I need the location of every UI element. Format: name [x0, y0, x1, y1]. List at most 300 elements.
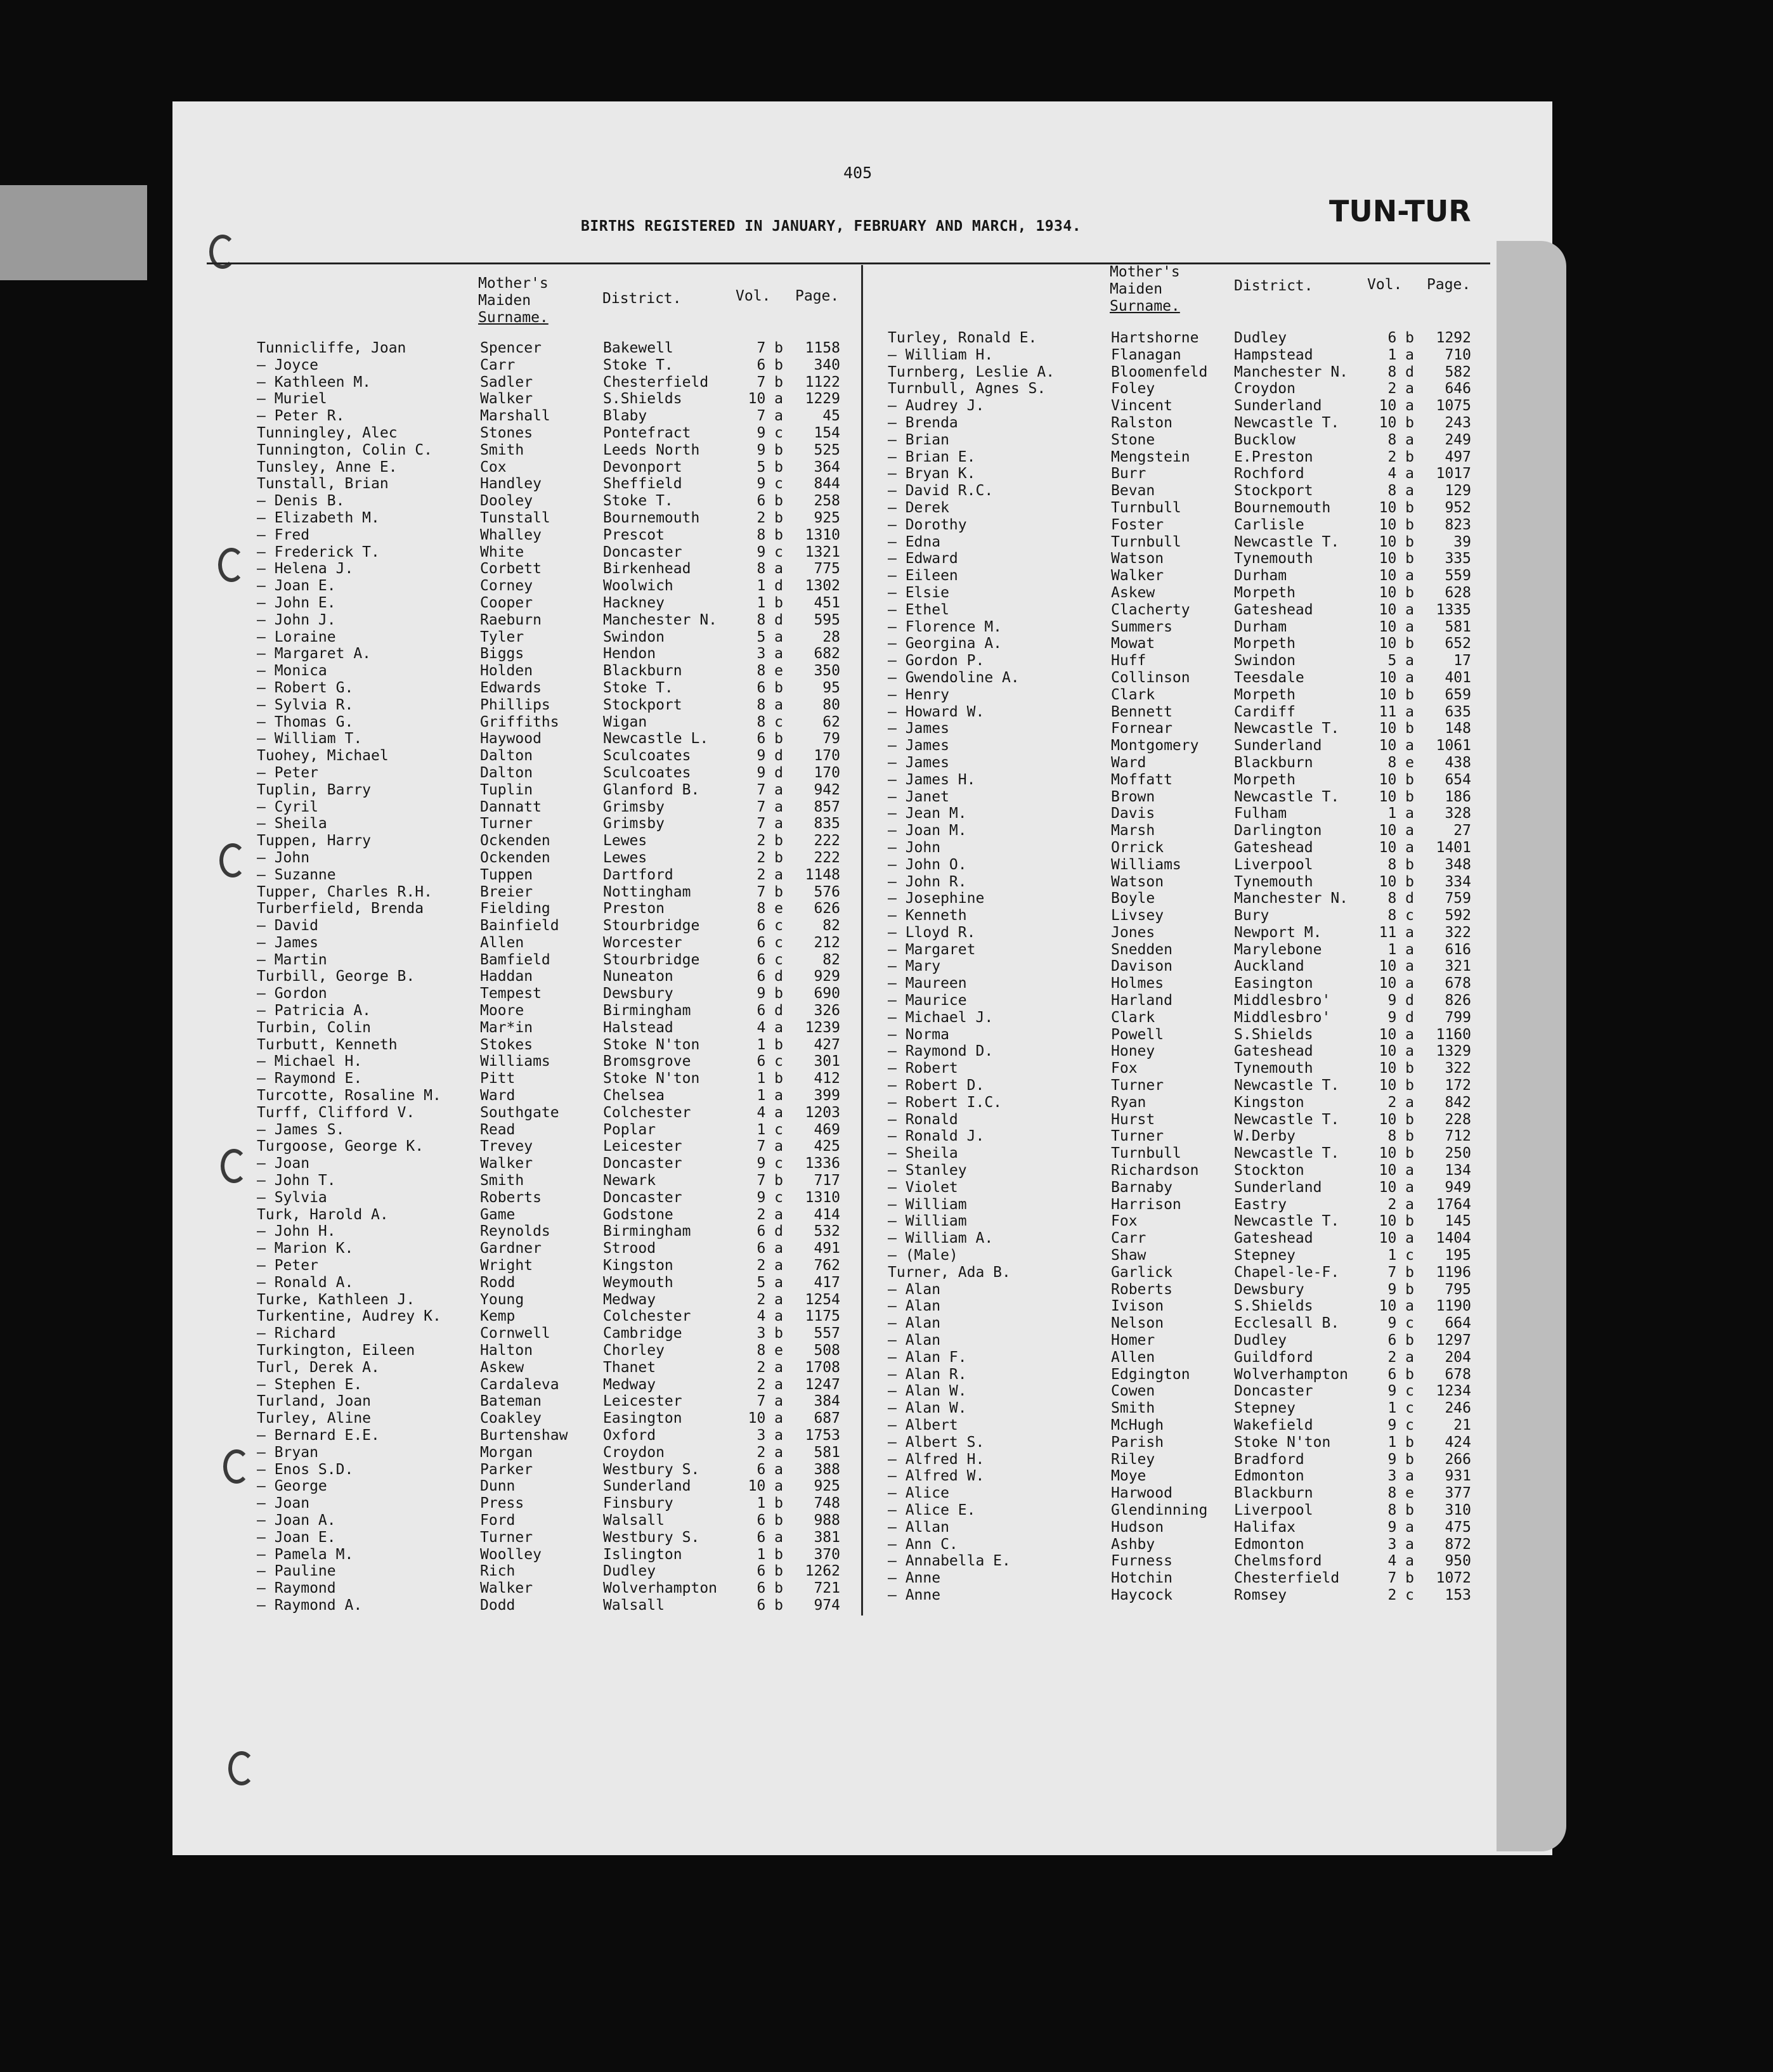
- mother-maiden-surname: Handley: [480, 476, 542, 493]
- volume: 6 d: [757, 968, 783, 985]
- page-ref: 576: [814, 883, 840, 900]
- mother-maiden-surname: White: [480, 543, 524, 560]
- volume: 4 a: [757, 1308, 783, 1325]
- mother-maiden-surname: Kemp: [480, 1308, 516, 1325]
- volume: 10 b: [1379, 686, 1414, 703]
- mother-maiden-surname: Clacherty: [1111, 601, 1190, 618]
- district: Stepney: [1234, 1400, 1296, 1417]
- page-ref: 872: [1445, 1536, 1471, 1553]
- page-ref: 153: [1445, 1586, 1471, 1603]
- mother-maiden-surname: Walker: [1111, 567, 1164, 585]
- mother-maiden-surname: Flanagan: [1111, 346, 1181, 363]
- volume: 8 e: [1387, 1485, 1414, 1502]
- mother-maiden-surname: Davison: [1111, 958, 1172, 975]
- child-name: — Joan A.: [257, 1512, 336, 1529]
- mother-maiden-surname: Wright: [480, 1257, 533, 1274]
- mother-maiden-surname: Griffiths: [480, 713, 559, 730]
- mother-maiden-surname: Bainfield: [480, 917, 559, 935]
- page-ref: 154: [814, 424, 840, 441]
- page-ref: 328: [1445, 805, 1471, 822]
- volume: 10 b: [1379, 584, 1414, 601]
- mother-maiden-surname: Smith: [1111, 1400, 1155, 1417]
- page-ref: 942: [814, 781, 840, 798]
- mother-maiden-surname: Breier: [480, 883, 533, 900]
- volume: 9 c: [757, 424, 783, 441]
- mother-maiden-surname: Dodd: [480, 1596, 516, 1614]
- column-divider: [861, 265, 863, 1616]
- district: Newcastle T.: [1234, 720, 1340, 737]
- child-name: — Elizabeth M.: [257, 509, 380, 526]
- page-ref: 249: [1445, 431, 1471, 448]
- page-ref: 1764: [1436, 1196, 1471, 1213]
- volume: 10 b: [1379, 1145, 1414, 1162]
- district: Doncaster: [1234, 1383, 1313, 1400]
- mother-maiden-surname: Roberts: [1111, 1281, 1172, 1298]
- mother-maiden-surname: Rich: [480, 1563, 516, 1580]
- volume: 9 b: [1387, 1451, 1414, 1468]
- child-name: — Brian E.: [888, 448, 976, 465]
- district: Chapel-le-F.: [1234, 1264, 1340, 1281]
- child-name: — Edna: [888, 533, 941, 550]
- volume: 7 b: [757, 340, 783, 356]
- volume: 1 a: [1387, 805, 1414, 822]
- page-ref: 925: [814, 1478, 840, 1495]
- child-name: — Albert: [888, 1417, 958, 1434]
- district: Morpeth: [1234, 771, 1296, 788]
- child-name: — Florence M.: [888, 618, 1003, 635]
- district: Eastry: [1234, 1196, 1287, 1213]
- volume: 10 a: [1379, 958, 1414, 975]
- mother-maiden-surname: Homer: [1111, 1332, 1155, 1349]
- child-name: — Joan E.: [257, 578, 336, 595]
- volume: 7 a: [757, 1393, 783, 1410]
- page-ref: 508: [814, 1342, 840, 1359]
- district: Stoke T.: [603, 493, 673, 510]
- child-name: Turk, Harold A.: [257, 1206, 389, 1223]
- child-name: — Loraine: [257, 628, 336, 645]
- district: Bury: [1234, 907, 1270, 924]
- mother-maiden-surname: Halton: [480, 1342, 533, 1359]
- district: Tynemouth: [1234, 873, 1313, 890]
- volume: 9 b: [757, 441, 783, 458]
- mother-maiden-surname: Raeburn: [480, 611, 542, 628]
- district: Godstone: [603, 1206, 673, 1223]
- page-ref: 1017: [1436, 465, 1471, 482]
- mother-maiden-surname: Tuplin: [480, 781, 533, 798]
- volume: 5 a: [757, 1274, 783, 1291]
- page-ref: 687: [814, 1410, 840, 1427]
- mother-maiden-surname: Ryan: [1111, 1094, 1146, 1111]
- child-name: — William T.: [257, 730, 363, 748]
- volume: 2 a: [1387, 380, 1414, 398]
- child-name: — Anne: [888, 1586, 941, 1603]
- mother-header-left: Mother's Maiden Surname.: [478, 275, 549, 326]
- district: Tynemouth: [1234, 1060, 1313, 1077]
- child-name: Turgoose, George K.: [257, 1138, 424, 1155]
- page-ref: 931: [1445, 1468, 1471, 1485]
- volume: 1 a: [1387, 941, 1414, 958]
- mother-maiden-surname: Smith: [480, 1172, 524, 1189]
- page-ref: 326: [814, 1002, 840, 1020]
- child-name: — Alan: [888, 1281, 941, 1298]
- district: Blackburn: [1234, 754, 1313, 771]
- mother-maiden-surname: Carr: [1111, 1230, 1146, 1247]
- page-ref: 148: [1445, 720, 1471, 737]
- child-name: Turley, Ronald E.: [888, 330, 1037, 346]
- volume: 5 a: [1387, 652, 1414, 670]
- mother-maiden-surname: Orrick: [1111, 839, 1164, 856]
- child-name: — William: [888, 1213, 967, 1230]
- volume: 8 e: [757, 900, 783, 917]
- mother-maiden-surname: Ward: [1111, 754, 1146, 771]
- volume: 10 a: [1379, 618, 1414, 635]
- page-ref: 748: [814, 1495, 840, 1512]
- page-ref: 228: [1445, 1111, 1471, 1128]
- volume: 10 a: [1379, 601, 1414, 618]
- district: Lewes: [603, 849, 647, 866]
- child-name: — Richard: [257, 1325, 336, 1342]
- district: Walsall: [603, 1512, 665, 1529]
- mother-maiden-surname: Haywood: [480, 730, 542, 748]
- page-ref: 1190: [1436, 1298, 1471, 1315]
- child-name: — Raymond E.: [257, 1070, 363, 1087]
- volume: 10 a: [748, 1410, 783, 1427]
- district: Dudley: [1234, 1332, 1287, 1349]
- child-name: — David R.C.: [888, 482, 994, 500]
- mother-maiden-surname: Tempest: [480, 985, 542, 1002]
- page-ref: 799: [1445, 1009, 1471, 1026]
- child-name: Turcotte, Rosaline M.: [257, 1087, 441, 1104]
- district: Edmonton: [1234, 1536, 1304, 1553]
- page-ref: 664: [1445, 1315, 1471, 1332]
- district: Stourbridge: [603, 917, 700, 935]
- mother-maiden-surname: Bamfield: [480, 951, 550, 968]
- mother-maiden-surname: Dalton: [480, 748, 533, 765]
- mother-maiden-surname: Summers: [1111, 618, 1172, 635]
- volume: 8 e: [757, 663, 783, 680]
- child-name: — Gordon: [257, 985, 327, 1002]
- district: Poplar: [603, 1121, 656, 1138]
- district: Sculcoates: [603, 764, 691, 781]
- page-ref: 1148: [805, 866, 840, 883]
- volume: 9 d: [1387, 992, 1414, 1009]
- page-ref: 717: [814, 1172, 840, 1189]
- district: Stoke T.: [603, 356, 673, 373]
- page-ref: 712: [1445, 1128, 1471, 1145]
- district: Cambridge: [603, 1325, 682, 1342]
- volume: 2 a: [757, 1376, 783, 1393]
- page-ref: 212: [814, 934, 840, 951]
- district: Auckland: [1234, 958, 1304, 975]
- page-header-left: Page.: [795, 288, 840, 304]
- volume: 6 b: [757, 730, 783, 748]
- district: Medway: [603, 1291, 656, 1308]
- mother-maiden-surname: Read: [480, 1121, 516, 1138]
- page-ref: 1234: [1436, 1383, 1471, 1400]
- page-ref: 1196: [1436, 1264, 1471, 1281]
- volume: 1 c: [1387, 1247, 1414, 1264]
- child-name: — Anne: [888, 1570, 941, 1587]
- mother-maiden-surname: Corbett: [480, 560, 542, 578]
- district: Manchester N.: [1234, 890, 1349, 907]
- page-ref: 321: [1445, 958, 1471, 975]
- page-ref: 952: [1445, 499, 1471, 516]
- page-ref: 1229: [805, 391, 840, 408]
- volume: 6 a: [757, 1240, 783, 1257]
- page-ref: 417: [814, 1274, 840, 1291]
- child-name: — Peter: [257, 1257, 318, 1274]
- district: Finsbury: [603, 1495, 673, 1512]
- mother-maiden-surname: Reynolds: [480, 1223, 550, 1240]
- child-name: — Thomas G.: [257, 713, 354, 730]
- child-name: — John: [888, 839, 941, 856]
- child-name: — John J.: [257, 611, 336, 628]
- district: Blackburn: [603, 663, 682, 680]
- mother-maiden-surname: Riley: [1111, 1451, 1155, 1468]
- volume: 8 c: [1387, 907, 1414, 924]
- district: Newark: [603, 1172, 656, 1189]
- district: Bromsgrove: [603, 1053, 691, 1070]
- mother-maiden-surname: Gardner: [480, 1240, 542, 1257]
- district: Birmingham: [603, 1002, 691, 1020]
- district: Liverpool: [1234, 1501, 1313, 1518]
- district: Colchester: [603, 1104, 691, 1121]
- volume: 3 a: [1387, 1536, 1414, 1553]
- mother-maiden-surname: Turnbull: [1111, 533, 1181, 550]
- mother-maiden-surname: Coakley: [480, 1410, 542, 1427]
- mother-maiden-surname: Burr: [1111, 465, 1146, 482]
- mother-maiden-surname: Glendinning: [1111, 1501, 1208, 1518]
- child-name: — James S.: [257, 1121, 345, 1138]
- page-ref: 1310: [805, 1189, 840, 1206]
- volume: 9 c: [757, 543, 783, 560]
- child-name: — James H.: [888, 771, 976, 788]
- volume: 6 c: [757, 1053, 783, 1070]
- volume: 10 a: [1379, 567, 1414, 585]
- volume: 10 b: [1379, 499, 1414, 516]
- volume: 6 b: [757, 1512, 783, 1529]
- volume: 8 b: [1387, 1128, 1414, 1145]
- mother-maiden-surname: Furness: [1111, 1553, 1172, 1570]
- page-ref: 1075: [1436, 398, 1471, 415]
- child-name: — Violet: [888, 1179, 958, 1196]
- district: Easington: [603, 1410, 682, 1427]
- district: Hackney: [603, 594, 665, 611]
- district: Durham: [1234, 618, 1287, 635]
- page-ref: 17: [1453, 652, 1471, 670]
- page-ref: 28: [822, 628, 840, 645]
- mother-maiden-surname: Fornear: [1111, 720, 1172, 737]
- page-ref: 775: [814, 560, 840, 578]
- child-name: — James: [888, 754, 949, 771]
- mother-maiden-surname: Young: [480, 1291, 524, 1308]
- mother-maiden-surname: Ivison: [1111, 1298, 1164, 1315]
- mother-maiden-surname: Mar*in: [480, 1019, 533, 1036]
- child-name: — Brian: [888, 431, 949, 448]
- page-ref: 1292: [1436, 330, 1471, 346]
- child-name: — Brenda: [888, 414, 958, 431]
- child-name: — Jean M.: [888, 805, 967, 822]
- page-ref: 348: [1445, 856, 1471, 873]
- district: Prescot: [603, 526, 665, 543]
- volume: 8 d: [757, 611, 783, 628]
- volume: 6 d: [757, 1223, 783, 1240]
- mother-maiden-surname: Barnaby: [1111, 1179, 1172, 1196]
- child-name: — Joyce: [257, 356, 318, 373]
- page-ref: 82: [822, 951, 840, 968]
- mother-maiden-surname: Marshall: [480, 408, 550, 425]
- child-name: — William H.: [888, 346, 994, 363]
- volume: 7 b: [757, 1172, 783, 1189]
- child-name: — Henry: [888, 686, 949, 703]
- child-name: Tunnington, Colin C.: [257, 441, 432, 458]
- page-ref: 925: [814, 509, 840, 526]
- child-name: — Derek: [888, 499, 949, 516]
- volume: 1 b: [757, 1495, 783, 1512]
- district: Darlington: [1234, 822, 1322, 839]
- district: Middlesbro': [1234, 992, 1331, 1009]
- mother-maiden-surname: Spencer: [480, 340, 542, 356]
- mother-maiden-surname: Richardson: [1111, 1162, 1199, 1179]
- volume: 8 d: [1387, 890, 1414, 907]
- district: Sunderland: [1234, 1179, 1322, 1196]
- district: Glanford B.: [603, 781, 700, 798]
- mother-maiden-surname: Snedden: [1111, 941, 1172, 958]
- mother-maiden-surname: Hartshorne: [1111, 330, 1199, 346]
- page-ref: 246: [1445, 1400, 1471, 1417]
- page-ref: 678: [1445, 975, 1471, 992]
- child-name: — Maureen: [888, 975, 967, 992]
- district: Grimsby: [603, 815, 665, 832]
- volume: 9 d: [1387, 1009, 1414, 1026]
- page-ref: 626: [814, 900, 840, 917]
- district: Manchester N.: [1234, 363, 1349, 380]
- volume: 2 b: [757, 832, 783, 850]
- district: Tynemouth: [1234, 550, 1313, 567]
- page-ref: 759: [1445, 890, 1471, 907]
- district: Walsall: [603, 1596, 665, 1614]
- page-ref: 145: [1445, 1213, 1471, 1230]
- volume: 10 b: [1379, 1077, 1414, 1094]
- child-name: — Bryan K.: [888, 465, 976, 482]
- volume: 2 a: [757, 866, 783, 883]
- volume: 10 b: [1379, 771, 1414, 788]
- volume: 2 a: [757, 1257, 783, 1274]
- mother-maiden-surname: Montgomery: [1111, 737, 1199, 754]
- mother-maiden-surname: Shaw: [1111, 1247, 1146, 1264]
- mother-maiden-surname: Carr: [480, 356, 516, 373]
- volume: 5 b: [757, 458, 783, 476]
- district: E.Preston: [1234, 448, 1313, 465]
- child-name: — Alan W.: [888, 1400, 967, 1417]
- child-name: Turbin, Colin: [257, 1019, 372, 1036]
- mother-maiden-surname: Walker: [480, 1155, 533, 1172]
- mother-maiden-surname: Woolley: [480, 1546, 542, 1563]
- mother-maiden-surname: Mengstein: [1111, 448, 1190, 465]
- mother-maiden-surname: Whalley: [480, 526, 542, 543]
- page-ref: 79: [822, 730, 840, 748]
- volume: 9 a: [1387, 1518, 1414, 1536]
- mother-maiden-surname: Huff: [1111, 652, 1146, 670]
- volume: 10 a: [748, 1478, 783, 1495]
- mother-maiden-surname: Hurst: [1111, 1111, 1155, 1128]
- page-ref: 581: [1445, 618, 1471, 635]
- mother-maiden-surname: Moore: [480, 1002, 524, 1020]
- page-ref: 1310: [805, 526, 840, 543]
- volume: 7 b: [1387, 1570, 1414, 1587]
- volume: 10 a: [1379, 1162, 1414, 1179]
- district: Wolverhampton: [603, 1580, 718, 1597]
- child-name: Tunningley, Alec: [257, 424, 398, 441]
- child-name: — Sheila: [257, 815, 327, 832]
- mother-maiden-surname: Ockenden: [480, 832, 550, 850]
- district: Stoke N'ton: [603, 1070, 700, 1087]
- page-number: 405: [843, 164, 873, 182]
- mother-maiden-surname: Askew: [480, 1359, 524, 1376]
- page-ref: 1247: [805, 1376, 840, 1393]
- volume: 10 b: [1379, 1111, 1414, 1128]
- mother-maiden-surname: Biggs: [480, 645, 524, 663]
- district: Dewsbury: [1234, 1281, 1304, 1298]
- district: Thanet: [603, 1359, 656, 1376]
- header-rule: [207, 262, 1490, 264]
- mother-maiden-surname: Cooper: [480, 594, 533, 611]
- district: Islington: [603, 1546, 682, 1563]
- page-ref: 322: [1445, 1060, 1471, 1077]
- mother-maiden-surname: Turner: [480, 815, 533, 832]
- mother-maiden-surname: Burtenshaw: [480, 1427, 568, 1444]
- page-heading: BIRTHS REGISTERED IN JANUARY, FEBRUARY AND MARCH, 1934.: [581, 218, 1082, 235]
- child-name: — Monica: [257, 663, 327, 680]
- volume: 6 a: [757, 1529, 783, 1546]
- district: Durham: [1234, 567, 1287, 585]
- page-ref: 823: [1445, 516, 1471, 533]
- child-name: — Alan W.: [888, 1383, 967, 1400]
- volume: 8 b: [1387, 1501, 1414, 1518]
- mother-maiden-surname: Nelson: [1111, 1315, 1164, 1332]
- child-name: — Edward: [888, 550, 958, 567]
- district: Hendon: [603, 645, 656, 663]
- district: Guildford: [1234, 1349, 1313, 1366]
- child-name: — Raymond D.: [888, 1043, 994, 1060]
- child-name: Turner, Ada B.: [888, 1264, 1011, 1281]
- district: Hampstead: [1234, 346, 1313, 363]
- volume: 10 b: [1379, 873, 1414, 890]
- district: Croydon: [603, 1444, 665, 1461]
- page-ref: 532: [814, 1223, 840, 1240]
- child-name: — Margaret: [888, 941, 976, 958]
- volume: 10 a: [1379, 839, 1414, 856]
- volume: 10 a: [1379, 1026, 1414, 1043]
- child-name: — Suzanne: [257, 866, 336, 883]
- child-name: — Annabella E.: [888, 1553, 1011, 1570]
- volume: 10 b: [1379, 533, 1414, 550]
- mother-maiden-surname: Holden: [480, 663, 533, 680]
- child-name: — Fred: [257, 526, 310, 543]
- child-name: — Michael J.: [888, 1009, 994, 1026]
- volume: 9 b: [1387, 1281, 1414, 1298]
- volume: 10 b: [1379, 1060, 1414, 1077]
- volume: 9 c: [757, 476, 783, 493]
- page-ref: 384: [814, 1393, 840, 1410]
- district: Newcastle T.: [1234, 533, 1340, 550]
- child-name: — Joan: [257, 1155, 310, 1172]
- district: Birkenhead: [603, 560, 691, 578]
- district: Sunderland: [1234, 737, 1322, 754]
- district: Westbury S.: [603, 1529, 700, 1546]
- page-ref: 475: [1445, 1518, 1471, 1536]
- volume: 6 b: [757, 1563, 783, 1580]
